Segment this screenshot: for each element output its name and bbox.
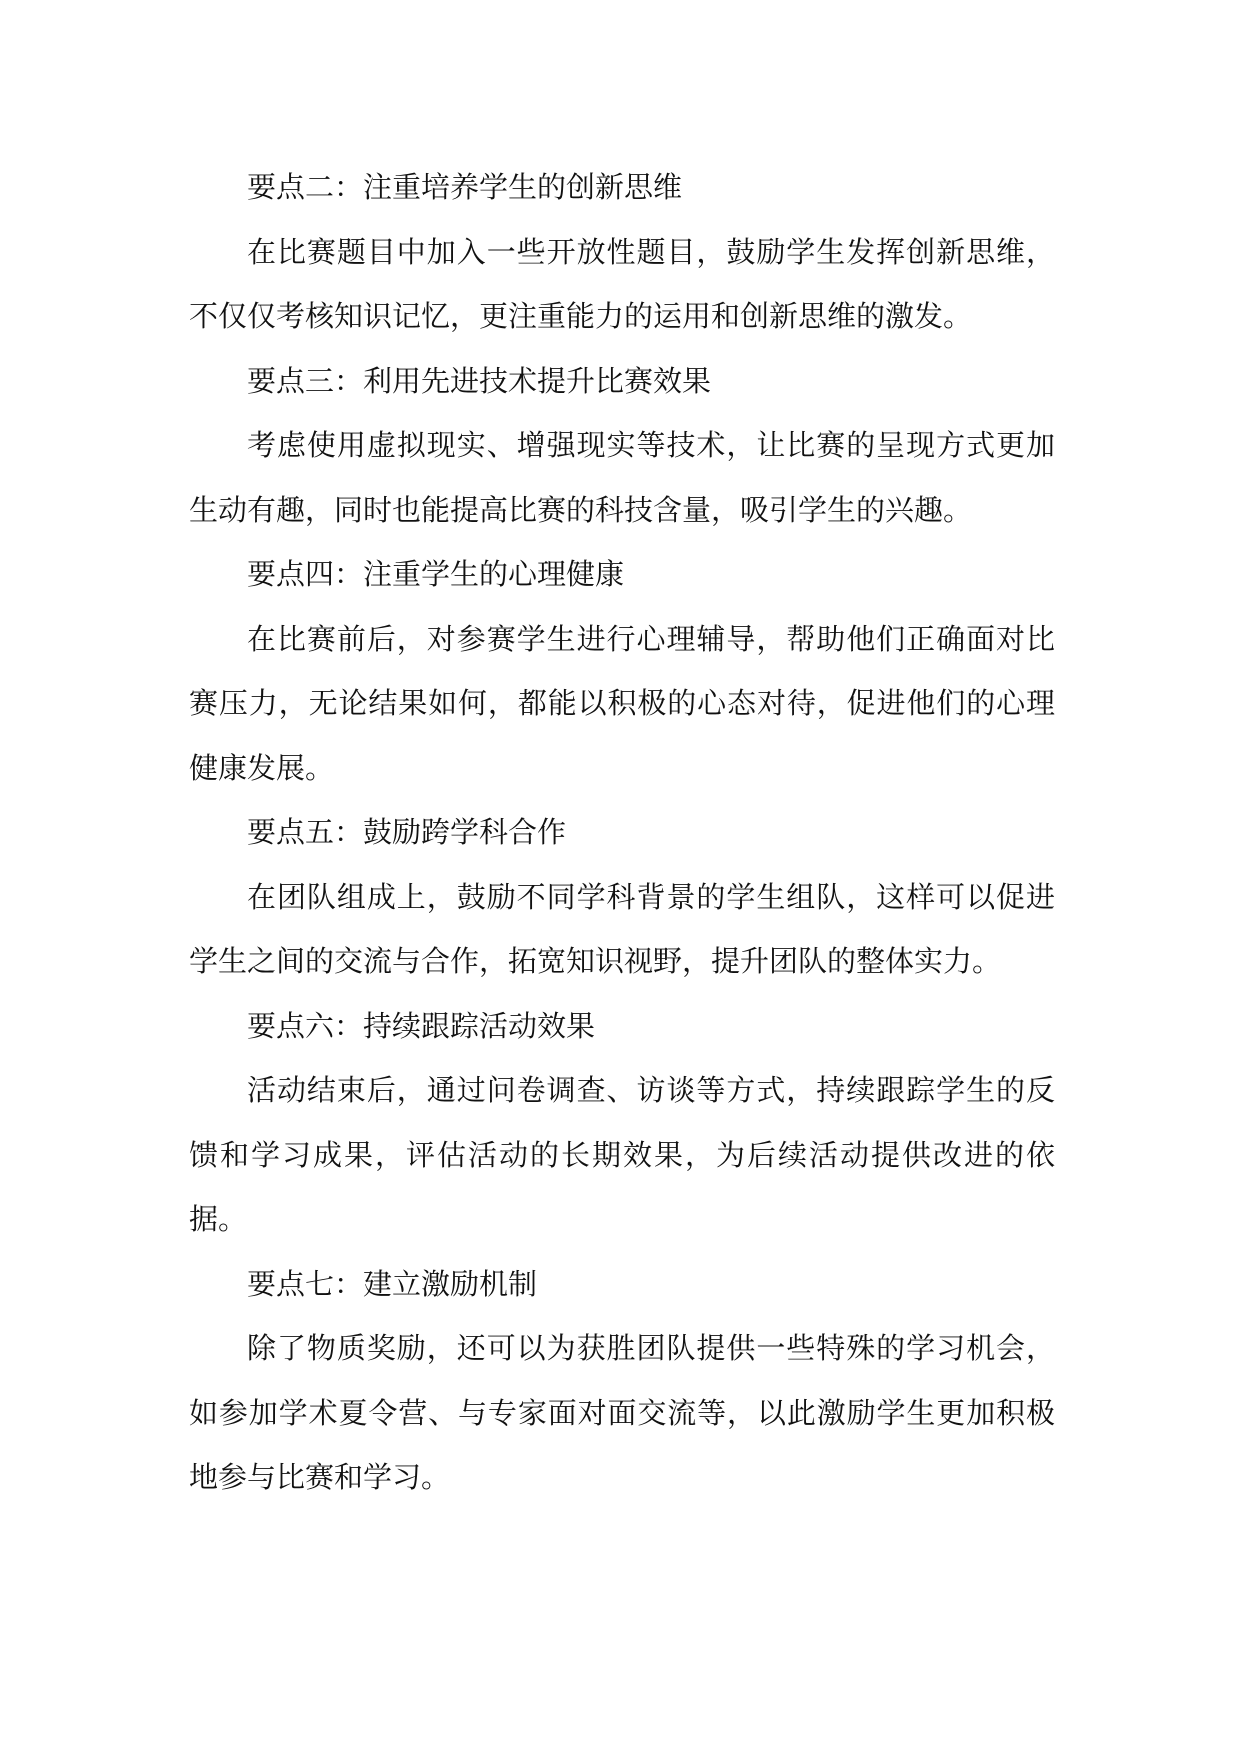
section-paragraph: 在比赛前后，对参赛学生进行心理辅导，帮助他们正确面对比赛压力，无论结果如何，都能以积极的心态对待，促进他们的心理健康发展。 <box>189 621 1055 785</box>
section-heading: 要点二：注重培养学生的创新思维 <box>247 170 683 204</box>
section-heading: 要点四：注重学生的心理健康 <box>247 557 625 591</box>
section-paragraph: 活动结束后，通过问卷调查、访谈等方式，持续跟踪学生的反馈和学习成果，评估活动的长期效果，为后续活动提供改进的依据。 <box>189 1073 1055 1236</box>
section-paragraph: 在比赛题目中加入一些开放性题目，鼓励学生发挥创新思维，不仅仅考核知识记忆，更注重能力的运用和创新思维的激发。 <box>189 234 1055 333</box>
document-body <box>189 155 1055 1510</box>
section-heading: 要点六：持续跟踪活动效果 <box>247 1008 596 1043</box>
section-heading: 要点五：鼓励跨学科合作 <box>247 815 567 849</box>
section-paragraph: 考虑使用虚拟现实、增强现实等技术，让比赛的呈现方式更加生动有趣，同时也能提高比赛的科技含量，吸引学生的兴趣。 <box>189 428 1055 527</box>
section-heading: 要点三：利用先进技术提升比赛效果 <box>247 363 712 398</box>
section-heading: 要点七：建立激励机制 <box>247 1266 538 1301</box>
section-paragraph: 除了物质奖励，还可以为获胜团队提供一些特殊的学习机会，如参加学术夏令营、与专家面对面交流等，以此激励学生更加积极地参与比赛和学习。 <box>189 1331 1055 1494</box>
section-paragraph: 在团队组成上，鼓励不同学科背景的学生组队，这样可以促进学生之间的交流与合作，拓宽知识视野，提升团队的整体实力。 <box>189 879 1055 978</box>
